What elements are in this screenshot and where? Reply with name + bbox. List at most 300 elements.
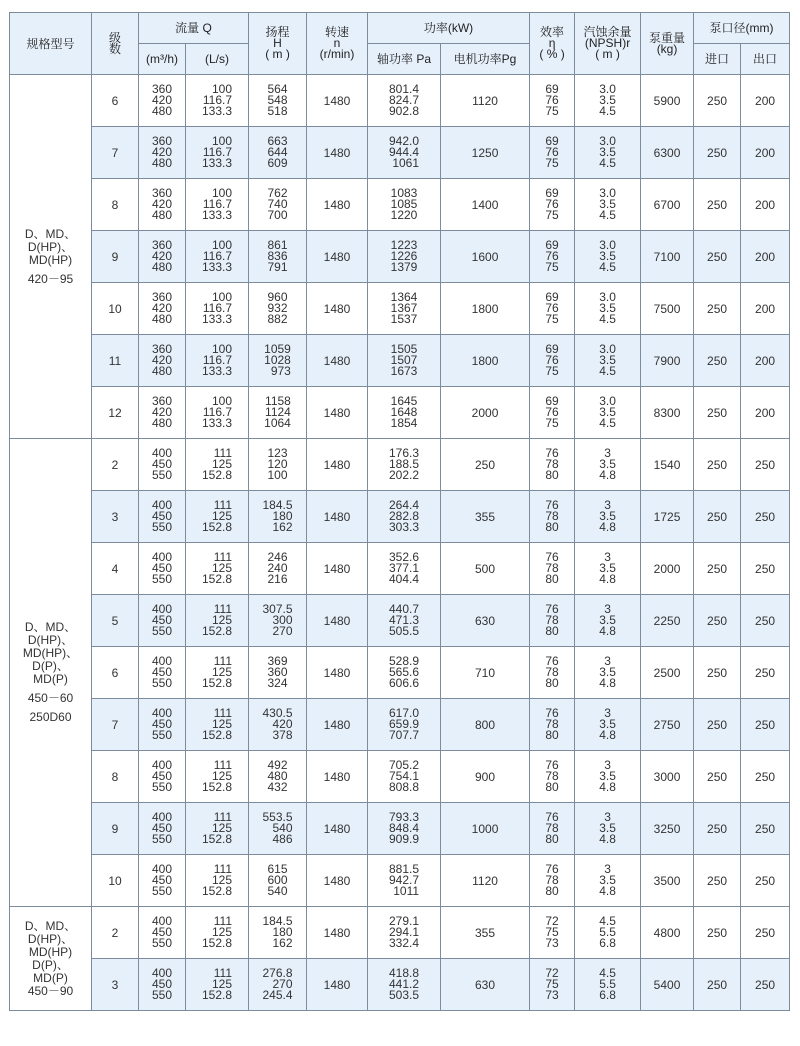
npsh-cell-value: 4.8 [599,727,616,742]
head-cell [249,803,307,855]
weight-cell: 8300 [641,387,694,439]
head-cell [249,387,307,439]
motor-power-cell: 630 [441,595,530,647]
stage-cell: 12 [92,387,139,439]
shaft-power-cell-value: 617.0 [389,705,420,720]
efficiency-cell [530,231,575,283]
efficiency-cell-value: 76 [545,705,559,720]
model-line: D、MD、 [24,620,77,634]
efficiency-cell-value: 78 [545,872,559,887]
shaft-power-cell-value: 1367 [390,300,418,315]
shaft-power-cell-value: 440.7 [389,601,420,616]
efficiency-cell-value: 78 [545,820,559,835]
flow-ls-cell-value: 152.8 [201,779,233,794]
npsh-cell-value: 3.0 [599,133,616,148]
inlet-cell: 250 [694,699,741,751]
efficiency-cell-value: 76 [545,549,559,564]
outlet-cell: 200 [741,231,790,283]
flow-m3h-cell [139,335,186,387]
stage-cell: 9 [92,231,139,283]
flow-m3h-cell [139,803,186,855]
model-line: D(HP)、 [27,931,74,946]
header-model: 规格型号 [10,13,92,75]
efficiency-cell-value: 78 [545,456,559,471]
weight-cell: 2000 [641,543,694,595]
table-row [10,335,790,387]
table-row [10,907,790,959]
flow-ls-cell-value: 111 [213,601,233,616]
npsh-cell-value: 4.8 [599,883,616,898]
shaft-power-cell-value: 1854 [390,415,418,430]
shaft-power-cell-value: 1379 [390,259,418,274]
flow-m3h-cell-value: 550 [151,831,173,846]
flow-m3h-cell-value: 450 [151,768,173,783]
inlet-cell: 250 [694,959,741,1011]
efficiency-cell [530,335,575,387]
head-cell-value: 540 [267,883,288,898]
header-flow-m3h: (m³/h) [139,44,186,75]
table-row [10,803,790,855]
flow-m3h-cell-value: 360 [151,185,173,200]
flow-ls-cell [186,803,249,855]
flow-m3h-cell-value: 480 [151,363,173,378]
shaft-power-cell-value: 565.6 [389,664,420,679]
shaft-power-cell [368,803,441,855]
flow-m3h-cell-value: 400 [151,965,173,980]
flow-ls-cell-value: 133.3 [201,259,233,274]
flow-m3h-cell-value: 550 [151,935,173,950]
shaft-power-cell-value: 1673 [390,363,418,378]
model-line: 420－95 [27,271,74,286]
head-cell-value: 432 [267,779,288,794]
head-cell-value: 246 [267,549,288,564]
efficiency-cell-value: 76 [545,196,559,211]
head-cell-value: 600 [267,872,288,887]
efficiency-cell-value: 76 [545,757,559,772]
npsh-cell-value: 4.5 [599,913,616,928]
shaft-power-cell [368,855,441,907]
model-line: D(P)、 [32,659,69,673]
npsh-cell-value: 3.5 [599,404,616,419]
flow-ls-cell-value: 111 [213,549,233,564]
efficiency-cell-value: 80 [545,571,559,586]
flow-ls-cell-value: 125 [211,716,233,731]
npsh-cell-value: 4.5 [599,103,616,118]
efficiency-cell-value: 75 [545,259,559,274]
shaft-power-cell-value: 404.4 [389,571,420,586]
inlet-cell: 250 [694,387,741,439]
table-row [10,283,790,335]
efficiency-cell-value: 69 [545,185,559,200]
npsh-cell [575,75,641,127]
flow-ls-cell-value: 125 [211,820,233,835]
head-cell-value: 245.4 [262,987,293,1002]
outlet-cell: 250 [741,543,790,595]
npsh-cell-value: 4.8 [599,623,616,638]
flow-ls-cell [186,387,249,439]
flow-ls-cell-value: 125 [211,768,233,783]
motor-power-cell: 500 [441,543,530,595]
npsh-cell [575,959,641,1011]
shaft-power-cell [368,595,441,647]
model-line: 250D60 [29,710,72,724]
npsh-cell-value: 4.5 [599,311,616,326]
head-cell [249,959,307,1011]
table-row [10,179,790,231]
speed-cell: 1480 [307,803,368,855]
flow-m3h-cell-value: 400 [151,861,173,876]
shaft-power-cell-value: 808.8 [389,779,420,794]
speed-cell: 1480 [307,751,368,803]
speed-cell: 1480 [307,439,368,491]
weight-cell: 3000 [641,751,694,803]
head-cell-value: 180 [272,924,293,939]
shaft-power-cell-value: 441.2 [389,976,420,991]
shaft-power-cell-value: 1061 [392,155,420,170]
npsh-cell [575,335,641,387]
model-cell [10,439,92,907]
flow-m3h-cell-value: 550 [151,623,173,638]
flow-ls-cell-value: 133.3 [201,207,233,222]
head-cell [249,595,307,647]
inlet-cell: 250 [694,907,741,959]
efficiency-cell-value: 69 [545,133,559,148]
npsh-cell [575,803,641,855]
efficiency-cell-value: 76 [545,809,559,824]
weight-cell: 1725 [641,491,694,543]
head-cell-value: 564 [267,81,288,96]
head-cell-value: 123 [267,445,288,460]
npsh-cell-value: 3.0 [599,185,616,200]
motor-power-cell: 355 [441,491,530,543]
shaft-power-cell-value: 707.7 [389,727,420,742]
stage-cell: 8 [92,751,139,803]
head-cell-value: 518 [267,103,288,118]
shaft-power-cell [368,543,441,595]
flow-ls-cell-value: 116.7 [202,144,233,159]
flow-ls-cell-value: 116.7 [202,248,233,263]
efficiency-cell-value: 80 [545,467,559,482]
speed-cell: 1480 [307,179,368,231]
inlet-cell: 250 [694,335,741,387]
efficiency-cell-value: 75 [545,363,559,378]
outlet-cell: 250 [741,491,790,543]
npsh-cell [575,855,641,907]
npsh-cell-value: 4.8 [599,675,616,690]
flow-ls-cell [186,439,249,491]
shaft-power-cell-value: 303.3 [389,519,420,534]
efficiency-cell-value: 69 [545,81,559,96]
stage-cell: 2 [92,907,139,959]
efficiency-cell [530,907,575,959]
inlet-cell: 250 [694,855,741,907]
efficiency-cell-value: 80 [545,623,559,638]
flow-ls-cell-value: 116.7 [202,92,233,107]
efficiency-cell-value: 76 [545,445,559,460]
npsh-cell-value: 3.5 [599,716,616,731]
stage-cell: 7 [92,127,139,179]
efficiency-cell-value: 69 [545,393,559,408]
shaft-power-cell-value: 1223 [390,237,418,252]
motor-power-cell: 800 [441,699,530,751]
flow-m3h-cell-value: 400 [151,497,173,512]
flow-ls-cell-value: 100 [211,81,233,96]
outlet-cell: 200 [741,387,790,439]
model-line: MD(P) [33,970,68,985]
shaft-power-cell-value: 264.4 [389,497,420,512]
flow-m3h-cell-value: 450 [151,560,173,575]
flow-ls-cell-value: 116.7 [202,300,233,315]
flow-ls-cell [186,543,249,595]
table-row [10,127,790,179]
flow-m3h-cell-value: 550 [151,727,173,742]
outlet-cell: 200 [741,283,790,335]
shaft-power-cell-value: 659.9 [389,716,420,731]
head-cell-value: 100 [267,467,288,482]
outlet-cell: 250 [741,751,790,803]
efficiency-cell-value: 75 [545,207,559,222]
head-cell-value: 615 [267,861,288,876]
flow-ls-cell-value: 116.7 [202,196,233,211]
flow-ls-cell-value: 133.3 [201,415,233,430]
npsh-cell-value: 3 [604,653,611,668]
efficiency-cell [530,647,575,699]
shaft-power-cell-value: 1085 [390,196,418,211]
weight-cell: 7500 [641,283,694,335]
shaft-power-cell-value: 1083 [390,185,418,200]
npsh-cell-value: 4.8 [599,467,616,482]
flow-ls-cell-value: 111 [213,861,233,876]
model-line: D(P)、 [32,957,69,972]
speed-cell: 1480 [307,491,368,543]
head-cell-value: 540 [272,820,293,835]
motor-power-cell: 355 [441,907,530,959]
efficiency-cell [530,699,575,751]
shaft-power-cell [368,231,441,283]
inlet-cell: 250 [694,179,741,231]
flow-m3h-cell-value: 480 [151,415,173,430]
flow-m3h-cell-value: 420 [151,404,173,419]
npsh-cell-value: 3 [604,809,611,824]
flow-ls-cell [186,335,249,387]
flow-m3h-cell-value: 420 [151,144,173,159]
head-cell-value: 240 [267,560,288,575]
stage-cell: 7 [92,699,139,751]
npsh-cell-value: 3.5 [599,144,616,159]
shaft-power-cell [368,959,441,1011]
efficiency-cell-value: 72 [545,965,559,980]
weight-cell: 1540 [641,439,694,491]
flow-ls-cell [186,855,249,907]
npsh-cell-value: 3.5 [599,196,616,211]
flow-ls-cell-value: 100 [211,185,233,200]
flow-m3h-cell-value: 550 [151,883,173,898]
model-line: MD(HP) [28,944,73,959]
efficiency-cell-value: 69 [545,289,559,304]
motor-power-cell: 1600 [441,231,530,283]
npsh-cell-value: 4.8 [599,779,616,794]
flow-m3h-cell [139,283,186,335]
shaft-power-cell-value: 1648 [390,404,418,419]
header-speed: 转速 n (r/min) [307,13,368,75]
npsh-cell-value: 3.0 [599,393,616,408]
efficiency-cell-value: 73 [545,935,559,950]
flow-m3h-cell-value: 450 [151,716,173,731]
flow-m3h-cell-value: 420 [151,300,173,315]
flow-ls-cell-value: 125 [211,664,233,679]
flow-ls-cell-value: 111 [213,757,233,772]
head-cell-value: 430.5 [262,705,293,720]
shaft-power-cell-value: 377.1 [389,560,420,575]
head-cell-value: 270 [272,976,293,991]
shaft-power-cell [368,751,441,803]
header-inlet: 进口 [694,44,741,75]
head-cell-value: 861 [267,237,288,252]
shaft-power-cell-value: 1011 [393,883,420,898]
head-cell [249,699,307,751]
model-cell [10,75,92,439]
npsh-cell [575,283,641,335]
head-cell-value: 1124 [265,404,291,419]
table-row [10,231,790,283]
efficiency-cell-value: 76 [545,404,559,419]
npsh-cell-value: 4.5 [599,259,616,274]
motor-power-cell: 2000 [441,387,530,439]
model-line: D(HP)、 [27,239,74,254]
model-cell [10,907,92,1011]
flow-m3h-cell-value: 450 [151,612,173,627]
header-efficiency: 效率 η ( % ) [530,13,575,75]
shaft-power-cell [368,127,441,179]
inlet-cell: 250 [694,231,741,283]
shaft-power-cell-value: 294.1 [389,924,420,939]
inlet-cell: 250 [694,75,741,127]
shaft-power-cell [368,491,441,543]
model-line: 450－60 [27,691,74,705]
flow-ls-cell-value: 152.8 [201,519,233,534]
npsh-cell [575,179,641,231]
table-row [10,439,790,491]
efficiency-cell-value: 80 [545,883,559,898]
shaft-power-cell-value: 1505 [390,341,418,356]
efficiency-cell-value: 80 [545,675,559,690]
flow-ls-cell-value: 152.8 [201,467,233,482]
motor-power-cell: 1120 [441,75,530,127]
npsh-cell-value: 3.0 [599,237,616,252]
model-line: MD(P) [33,672,68,686]
inlet-cell: 250 [694,283,741,335]
flow-ls-cell [186,699,249,751]
head-cell-value: 740 [267,196,288,211]
table-row [10,543,790,595]
stage-cell: 3 [92,491,139,543]
head-cell-value: 486 [272,831,293,846]
flow-m3h-cell-value: 400 [151,549,173,564]
stage-cell: 6 [92,647,139,699]
npsh-cell-value: 4.5 [599,207,616,222]
npsh-cell-value: 4.8 [599,831,616,846]
inlet-cell: 250 [694,803,741,855]
efficiency-cell [530,751,575,803]
shaft-power-cell-value: 909.9 [389,831,420,846]
flow-m3h-cell [139,855,186,907]
npsh-cell-value: 4.5 [599,415,616,430]
efficiency-cell-value: 76 [545,352,559,367]
speed-cell: 1480 [307,595,368,647]
flow-ls-cell-value: 111 [213,705,233,720]
npsh-cell-value: 3 [604,861,611,876]
shaft-power-cell-value: 1507 [390,352,418,367]
flow-m3h-cell-value: 400 [151,601,173,616]
head-cell-value: 791 [267,259,288,274]
outlet-cell: 200 [741,179,790,231]
flow-m3h-cell [139,387,186,439]
flow-ls-cell-value: 133.3 [201,103,233,118]
npsh-cell-value: 3.5 [599,820,616,835]
flow-ls-cell-value: 125 [211,872,233,887]
shaft-power-cell [368,179,441,231]
flow-m3h-cell-value: 420 [151,248,173,263]
speed-cell: 1480 [307,283,368,335]
stage-cell: 2 [92,439,139,491]
npsh-cell [575,491,641,543]
flow-ls-cell-value: 111 [213,965,233,980]
flow-m3h-cell-value: 420 [151,196,173,211]
model-line: MD(HP) [28,252,73,267]
shaft-power-cell-value: 881.5 [389,861,420,876]
flow-m3h-cell-value: 400 [151,809,173,824]
outlet-cell: 250 [741,959,790,1011]
flow-ls-cell-value: 125 [211,612,233,627]
shaft-power-cell-value: 528.9 [389,653,420,668]
head-cell-value: 1059 [264,341,291,356]
table-row [10,387,790,439]
flow-m3h-cell [139,543,186,595]
speed-cell: 1480 [307,959,368,1011]
npsh-cell-value: 4.5 [599,363,616,378]
efficiency-cell-value: 73 [545,987,559,1002]
efficiency-cell-value: 75 [545,155,559,170]
flow-m3h-cell-value: 450 [151,456,173,471]
efficiency-cell-value: 76 [545,92,559,107]
flow-ls-cell-value: 111 [213,913,233,928]
outlet-cell: 250 [741,699,790,751]
efficiency-cell-value: 76 [545,653,559,668]
head-cell-value: 276.8 [262,965,293,980]
flow-m3h-cell-value: 450 [151,508,173,523]
efficiency-cell-value: 76 [545,861,559,876]
flow-m3h-cell [139,491,186,543]
efficiency-cell [530,959,575,1011]
flow-m3h-cell-value: 480 [151,155,173,170]
flow-ls-cell-value: 152.8 [201,727,233,742]
flow-m3h-cell-value: 400 [151,913,173,928]
flow-m3h-cell-value: 360 [151,341,173,356]
efficiency-cell-value: 75 [545,415,559,430]
stage-cell: 10 [92,283,139,335]
flow-ls-cell [186,595,249,647]
flow-m3h-cell-value: 420 [151,352,173,367]
flow-ls-cell-value: 152.8 [201,935,233,950]
head-cell-value: 836 [267,248,288,263]
flow-ls-cell [186,179,249,231]
motor-power-cell: 630 [441,959,530,1011]
speed-cell: 1480 [307,231,368,283]
flow-ls-cell-value: 152.8 [201,675,233,690]
efficiency-cell-value: 76 [545,601,559,616]
flow-m3h-cell-value: 480 [151,207,173,222]
speed-cell: 1480 [307,335,368,387]
